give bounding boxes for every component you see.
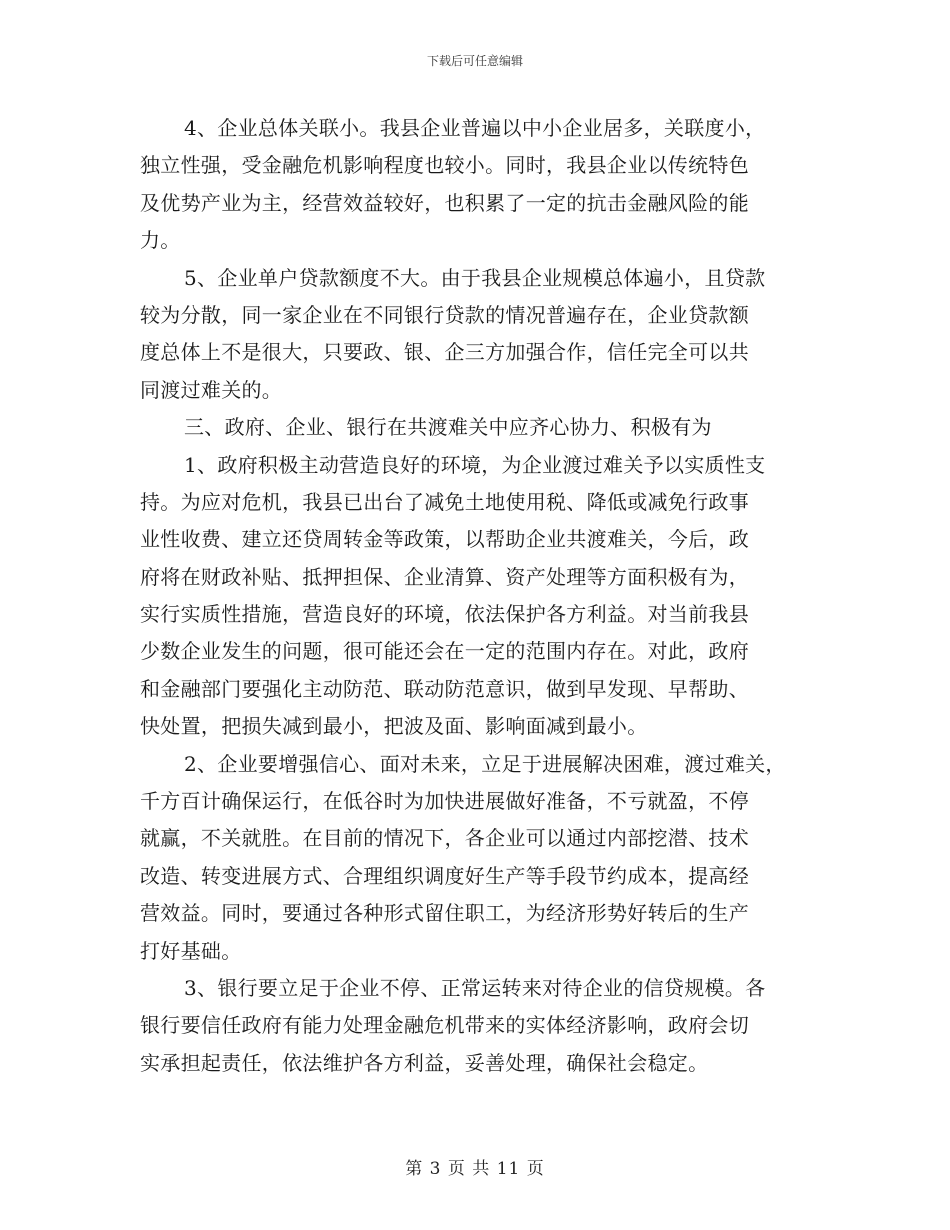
paragraph-line: 1、政府积极主动营造良好的环境，为企业渡过难关予以实质性支 (184, 452, 766, 477)
paragraph-line: 及优势产业为主，经营效益较好，也积累了一定的抗击金融风险的能 (140, 190, 749, 215)
page-header: 下载后可任意编辑 (426, 54, 523, 68)
paragraph-line: 银行要信任政府有能力处理金融危机带来的实体经济影响，政府会切 (140, 1013, 749, 1038)
paragraph-line: 较为分散，同一家企业在不同银行贷款的情况普遍存在，企业贷款额 (140, 302, 749, 327)
paragraph-line: 实行实质性措施，营造良好的环境，依法保护各方利益。对当前我县 (140, 602, 749, 627)
paragraph-line: 快处置，把损失减到最小，把波及面、影响面减到最小。 (140, 714, 648, 739)
paragraph-line: 同渡过难关的。 (140, 377, 283, 402)
paragraph-line: 3、银行要立足于企业不停、正常运转来对待企业的信贷规模。各 (184, 975, 766, 1000)
paragraph-line: 千方百计确保运行，在低谷时为加快进展做好准备，不亏就盈，不停 (140, 789, 749, 814)
paragraph-line: 和金融部门要强化主动防范、联动防范意识，做到早发现、早帮助、 (140, 676, 749, 701)
paragraph-line: 2、企业要增强信心、面对未来，立足于进展解决困难，渡过难关， (184, 751, 786, 776)
page-footer: 第 3 页 共 11 页 (405, 1159, 545, 1179)
document-body (140, 110, 830, 1082)
paragraph-line: 业性收费、建立还贷周转金等政策，以帮助企业共渡难关，今后，政 (140, 527, 749, 552)
section-heading: 三、政府、企业、银行在共渡难关中应齐心协力、积极有为 (184, 415, 712, 440)
paragraph-line: 少数企业发生的问题，很可能还会在一定的范围内存在。对此，政府 (140, 639, 749, 664)
paragraph-line: 实承担起责任，依法维护各方利益，妥善处理，确保社会稳定。 (140, 1050, 709, 1075)
paragraph-line: 独立性强，受金融危机影响程度也较小。同时，我县企业以传统特色 (140, 153, 749, 178)
paragraph-line: 打好基础。 (140, 938, 242, 963)
paragraph-line: 力。 (140, 228, 181, 253)
paragraph-line: 改造、转变进展方式、合理组织调度好生产等手段节约成本，提高经 (140, 863, 749, 888)
paragraph-line: 度总体上不是很大，只要政、银、企三方加强合作，信任完全可以共 (140, 340, 749, 365)
paragraph-line: 5、企业单户贷款额度不大。由于我县企业规模总体遍小，且贷款 (184, 265, 766, 290)
paragraph-line: 营效益。同时，要通过各种形式留住职工，为经济形势好转后的生产 (140, 901, 749, 926)
paragraph-line: 持。为应对危机，我县已出台了减免土地使用税、降低或减免行政事 (140, 489, 749, 514)
paragraph-line: 就赢，不关就胜。在目前的情况下，各企业可以通过内部挖潜、技术 (140, 826, 749, 851)
paragraph-line: 府将在财政补贴、抵押担保、企业清算、资产处理等方面积极有为， (140, 564, 749, 589)
paragraph-line: 4、企业总体关联小。我县企业普遍以中小企业居多，关联度小， (184, 116, 766, 140)
